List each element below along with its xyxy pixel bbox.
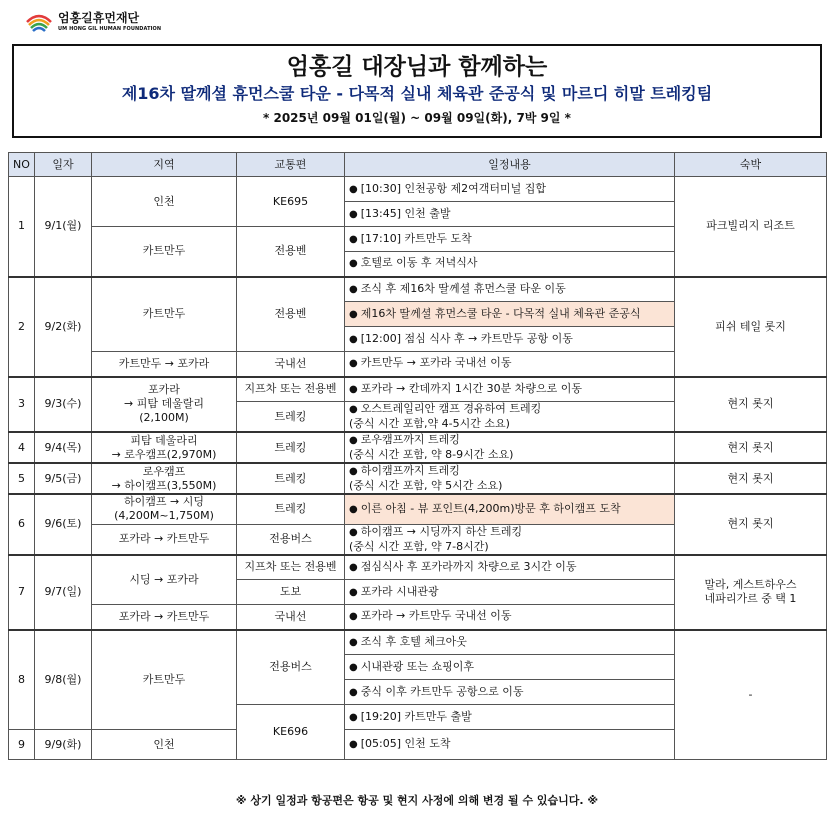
col-header-area: 지역 <box>92 153 237 177</box>
area-cell: 카트만두 <box>92 630 237 730</box>
transport-cell: 지프차 또는 전용벤 <box>237 377 345 402</box>
bullet-icon: ● <box>349 404 358 415</box>
day-number: 9 <box>9 730 35 760</box>
table-header-row <box>9 153 827 177</box>
lodging-cell: 현지 롯지 <box>675 377 827 433</box>
bullet-icon: ● <box>349 503 358 515</box>
bullet-icon: ● <box>349 466 358 477</box>
schedule-item: ● 호텔로 이동 후 저녁식사 <box>345 252 675 277</box>
schedule-item: ● 조식 후 제16차 딸께셜 휴먼스쿨 타운 이동 <box>345 277 675 302</box>
title-box <box>12 44 822 138</box>
area-cell: 인천 <box>92 177 237 227</box>
schedule-item: ● 로우캠프까지 트레킹 (중식 시간 포함, 약 8-9시간 소요) <box>345 432 675 463</box>
schedule-item: ● 포카라 시내관광 <box>345 580 675 605</box>
day-number: 8 <box>9 630 35 730</box>
day-number: 5 <box>9 463 35 494</box>
bullet-icon: ● <box>349 561 358 573</box>
transport-cell: 트레킹 <box>237 463 345 494</box>
bullet-icon: ● <box>349 233 358 245</box>
day-date: 9/5(금) <box>35 463 92 494</box>
lodging-cell: 파크빌리지 리조트 <box>675 177 827 277</box>
day-date: 9/6(토) <box>35 494 92 555</box>
schedule-item: ● 중식 이후 카트만두 공항으로 이동 <box>345 680 675 705</box>
lodging-cell: 현지 롯지 <box>675 494 827 555</box>
bullet-icon: ● <box>349 258 358 270</box>
lodging-cell: 피쉬 테일 롯지 <box>675 277 827 377</box>
area-cell: 포카라 → 피탐 데울랄리 (2,100M) <box>92 377 237 433</box>
area-cell: 포카라 → 카트만두 <box>92 524 237 555</box>
schedule-item: ● 조식 후 호텔 체크아웃 <box>345 630 675 655</box>
day-date: 9/8(월) <box>35 630 92 730</box>
schedule-item: ● 하이캠프 → 시딩까지 하산 트레킹 (중식 시간 포함, 약 7-8시간) <box>345 524 675 555</box>
table-row <box>9 177 827 202</box>
area-cell: 인천 <box>92 730 237 760</box>
table-row <box>9 432 827 463</box>
col-header-lodging: 숙박 <box>675 153 827 177</box>
schedule-item: ● 시내관광 또는 쇼핑이후 <box>345 655 675 680</box>
transport-cell: 트레킹 <box>237 432 345 463</box>
bullet-icon: ● <box>349 686 358 698</box>
area-cell: 피탐 데울라리 → 로우캠프(2,970M) <box>92 432 237 463</box>
area-cell: 카트만두 → 포카라 <box>92 352 237 377</box>
lodging-cell: 말라, 게스트하우스 네파리가르 중 택 1 <box>675 555 827 630</box>
lodging-cell: - <box>675 630 827 760</box>
table-row <box>9 630 827 655</box>
footnote: ※ 상기 일정과 항공편은 항공 및 현지 사정에 의해 변경 될 수 있습니다. ※ <box>235 794 599 807</box>
org-logo <box>24 6 164 38</box>
transport-cell: 전용벤 <box>237 277 345 352</box>
transport-cell: 국내선 <box>237 605 345 630</box>
bullet-icon: ● <box>349 435 358 446</box>
transport-cell: 지프차 또는 전용벤 <box>237 555 345 580</box>
bullet-icon: ● <box>349 636 358 648</box>
page-title: 엄홍길 대장님과 함께하는 <box>286 54 548 80</box>
day-date: 9/4(목) <box>35 432 92 463</box>
schedule-item-highlight: ● 이른 아침 - 뷰 포인트(4,200m)방문 후 하이캠프 도착 <box>345 494 675 524</box>
page-subtitle: 제16차 딸께셜 휴먼스쿨 타운 - 다목적 실내 체육관 준공식 및 마르디 히말 트레킹팀 <box>121 84 713 103</box>
transport-cell: 전용벤 <box>237 227 345 277</box>
schedule-item: ● [10:30] 인천공항 제2여객터미널 집합 <box>345 177 675 202</box>
lodging-cell: 현지 롯지 <box>675 432 827 463</box>
table-row <box>9 277 827 302</box>
bullet-icon: ● <box>349 183 358 195</box>
bullet-icon: ● <box>349 526 358 538</box>
bullet-icon: ● <box>349 333 358 345</box>
bullet-icon: ● <box>349 586 358 598</box>
schedule-item: ● [05:05] 인천 도착 <box>345 730 675 760</box>
transport-cell: 전용버스 <box>237 524 345 555</box>
itinerary-table <box>8 152 827 760</box>
schedule-item: ● [17:10] 카트만두 도착 <box>345 227 675 252</box>
table-row <box>9 377 827 402</box>
foundation-emblem-icon <box>24 6 54 36</box>
table-row <box>9 555 827 580</box>
transport-cell: 전용버스 <box>237 630 345 705</box>
day-number: 1 <box>9 177 35 277</box>
schedule-item: ● [12:00] 점심 식사 후 → 카트만두 공항 이동 <box>345 327 675 352</box>
lodging-cell: 현지 롯지 <box>675 463 827 494</box>
schedule-item: ● 포카라 → 카트만두 국내선 이동 <box>345 605 675 630</box>
area-cell: 로우캠프 → 하이캠프(3,550M) <box>92 463 237 494</box>
col-header-date: 일자 <box>35 153 92 177</box>
area-cell: 하이캠프 → 시딩 (4,200M~1,750M) <box>92 494 237 524</box>
transport-cell: 국내선 <box>237 352 345 377</box>
schedule-item-highlight: ● 제16차 딸께셜 휴먼스쿨 타운 - 다목적 실내 체육관 준공식 <box>345 302 675 327</box>
day-number: 7 <box>9 555 35 630</box>
trip-dates: * 2025년 09월 01일(월) ~ 09월 09일(화), 7박 9일 * <box>263 111 571 125</box>
table-row <box>9 494 827 524</box>
day-number: 2 <box>9 277 35 377</box>
area-cell: 카트만두 <box>92 227 237 277</box>
day-number: 4 <box>9 432 35 463</box>
bullet-icon: ● <box>349 611 358 623</box>
transport-cell: KE695 <box>237 177 345 227</box>
day-date: 9/9(화) <box>35 730 92 760</box>
day-date: 9/7(일) <box>35 555 92 630</box>
col-header-schedule: 일정내용 <box>345 153 675 177</box>
day-date: 9/3(수) <box>35 377 92 433</box>
day-date: 9/1(월) <box>35 177 92 277</box>
bullet-icon: ● <box>349 283 358 295</box>
area-cell: 카트만두 <box>92 277 237 352</box>
area-cell: 포카라 → 카트만두 <box>92 605 237 630</box>
day-number: 3 <box>9 377 35 433</box>
area-cell: 시딩 → 포카라 <box>92 555 237 605</box>
day-date: 9/2(화) <box>35 277 92 377</box>
schedule-item: ● 점심식사 후 포카라까지 차량으로 3시간 이동 <box>345 555 675 580</box>
bullet-icon: ● <box>349 308 358 320</box>
bullet-icon: ● <box>349 208 358 220</box>
bullet-icon: ● <box>349 383 358 395</box>
table-row <box>9 463 827 494</box>
schedule-item: ● 카트만두 → 포카라 국내선 이동 <box>345 352 675 377</box>
transport-cell: KE696 <box>237 705 345 760</box>
org-subtitle: UM HONG GIL HUMAN FOUNDATION <box>58 26 162 32</box>
schedule-item: ● 포카라 → 칸데까지 1시간 30분 차량으로 이동 <box>345 377 675 402</box>
transport-cell: 트레킹 <box>237 494 345 524</box>
bullet-icon: ● <box>349 739 358 750</box>
schedule-item: ● 오스트레일리안 캠프 경유하여 트레킹 (중식 시간 포함,약 4-5시간 소요) <box>345 402 675 433</box>
org-name: 엄홍길휴먼재단 <box>58 11 140 25</box>
col-header-transport: 교통편 <box>237 153 345 177</box>
schedule-item: ● 하이캠프까지 트레킹 (중식 시간 포함, 약 5시간 소요) <box>345 463 675 494</box>
col-header-no: NO <box>9 153 35 177</box>
schedule-item: ● [13:45] 인천 출발 <box>345 202 675 227</box>
transport-cell: 도보 <box>237 580 345 605</box>
schedule-item: ● [19:20] 카트만두 출발 <box>345 705 675 730</box>
bullet-icon: ● <box>349 358 358 370</box>
bullet-icon: ● <box>349 711 358 723</box>
bullet-icon: ● <box>349 661 358 673</box>
day-number: 6 <box>9 494 35 555</box>
transport-cell: 트레킹 <box>237 402 345 433</box>
